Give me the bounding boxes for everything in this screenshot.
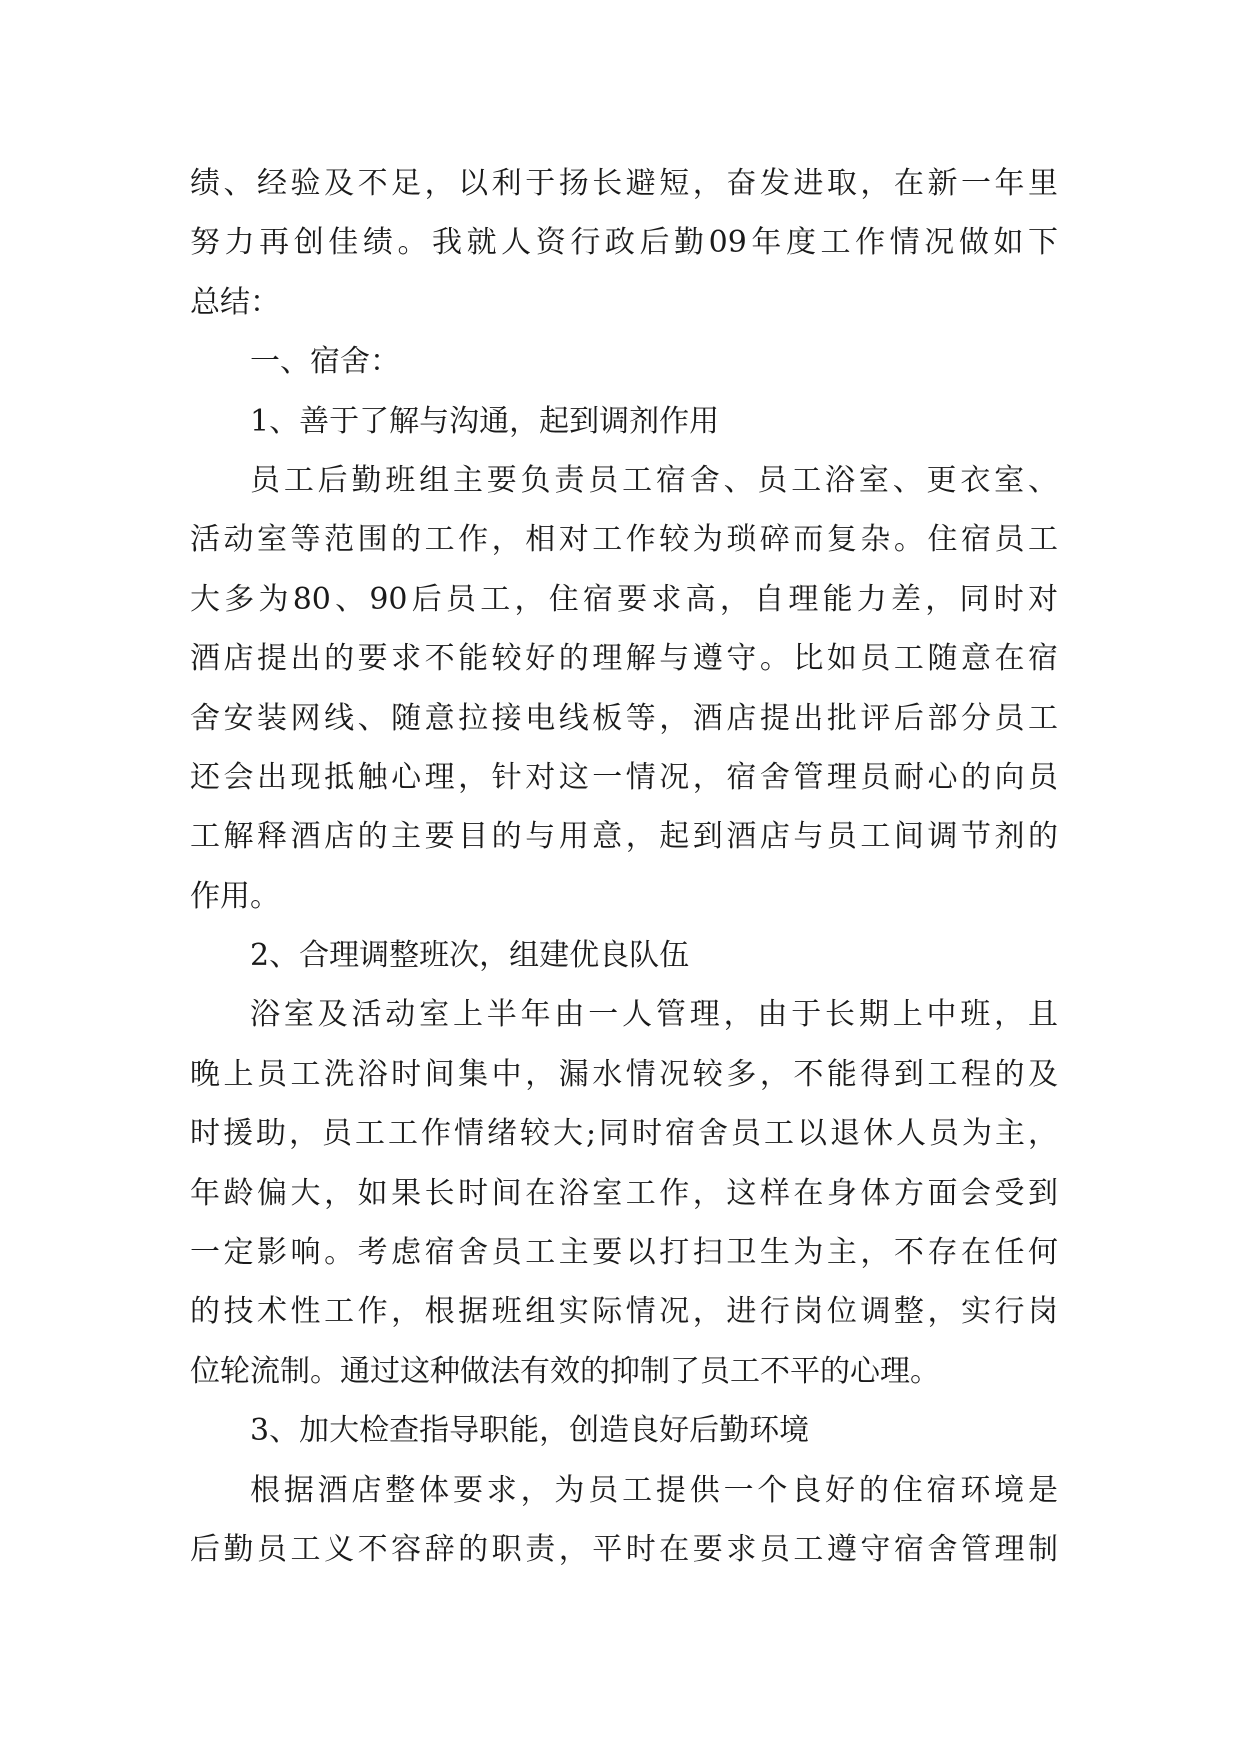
text-line: 年龄偏大，如果长时间在浴室工作，这样在身体方面会受到 (190, 1175, 1058, 1211)
subsection-heading: 2、合理调整班次，组建优良队伍 (250, 938, 690, 974)
text-line: 绩、经验及不足，以利于扬长避短，奋发进取，在新一年里 (190, 166, 1058, 201)
text-line: 位轮流制。通过这种做法有效的抑制了员工不平的心理。 (190, 1353, 940, 1389)
text-line: 员工后勤班组主要负责员工宿舍、员工浴室、更衣室、 (250, 462, 1058, 498)
text-line: 总结： (190, 284, 280, 320)
text-line: 作用。 (190, 878, 280, 914)
text-line: 活动室等范围的工作，相对工作较为琐碎而复杂。住宿员工 (190, 522, 1058, 558)
text-line: 时援助，员工工作情绪较大;同时宿舍员工以退休人员为主， (190, 1116, 1058, 1152)
text-line: 根据酒店整体要求，为员工提供一个良好的住宿环境是 (250, 1472, 1058, 1508)
document-body (190, 154, 1058, 1579)
text-line: 酒店提出的要求不能较好的理解与遵守。比如员工随意在宿 (190, 641, 1058, 677)
subsection-heading: 1、善于了解与沟通，起到调剂作用 (250, 403, 720, 439)
text-line: 浴室及活动室上半年由一人管理，由于长期上中班，且 (250, 997, 1058, 1033)
text-line: 的技术性工作，根据班组实际情况，进行岗位调整，实行岗 (190, 1294, 1058, 1330)
subsection-heading: 3、加大检查指导职能，创造良好后勤环境 (250, 1413, 810, 1449)
text-line: 一定影响。考虑宿舍员工主要以打扫卫生为主，不存在任何 (190, 1235, 1058, 1271)
text-line: 大多为80、90后员工，住宿要求高，自理能力差，同时对 (190, 581, 1058, 617)
text-line: 晚上员工洗浴时间集中，漏水情况较多，不能得到工程的及 (190, 1056, 1058, 1092)
text-line: 努力再创佳绩。我就人资行政后勤09年度工作情况做如下 (190, 225, 1058, 261)
text-line: 舍安装网线、随意拉接电线板等，酒店提出批评后部分员工 (190, 700, 1058, 736)
text-line: 还会出现抵触心理，针对这一情况，宿舍管理员耐心的向员 (190, 759, 1058, 795)
section-heading: 一、宿舍： (250, 344, 400, 380)
text-line: 工解释酒店的主要目的与用意，起到酒店与员工间调节剂的 (190, 819, 1058, 855)
text-line: 后勤员工义不容辞的职责，平时在要求员工遵守宿舍管理制 (190, 1531, 1058, 1567)
